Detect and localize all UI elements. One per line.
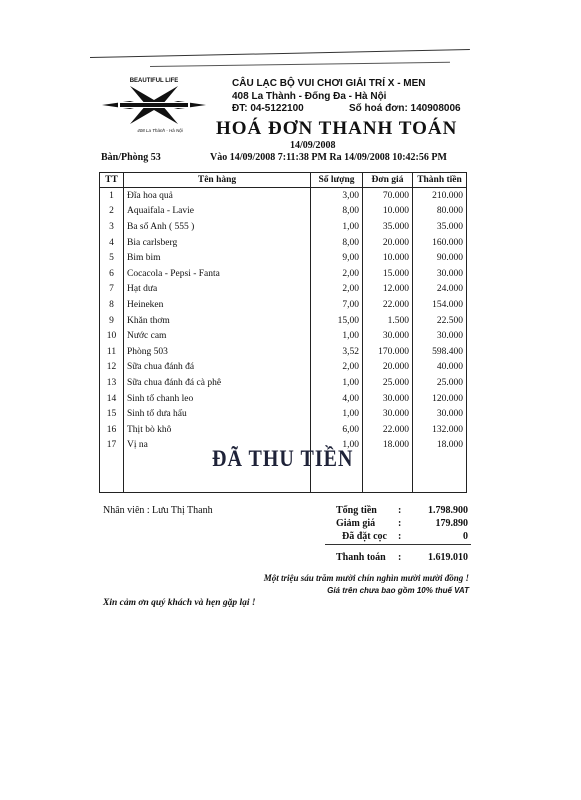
item-amount: 154.000 [413,297,467,313]
item-qty: 4,00 [311,391,363,407]
item-name: Aquaifala - Lavie [124,204,311,220]
item-unit-price: 1.500 [363,313,413,329]
item-unit-price: 10.000 [363,250,413,266]
item-amount: 30.000 [413,266,467,282]
table-row [100,313,467,329]
amount-in-words: Một triệu sáu trăm mười chín nghìn mười mười đồng ! [263,573,469,583]
table-room: Bàn/Phòng 53 [101,152,161,163]
item-amount: 35.000 [413,219,467,235]
item-qty: 2,00 [311,266,363,282]
item-index: 14 [100,391,124,407]
item-unit-price: 22.000 [363,422,413,438]
item-qty: 1,00 [311,328,363,344]
table-row [100,204,467,220]
staff-name: Lưu Thị Thanh [152,505,213,516]
item-unit-price: 25.000 [363,375,413,391]
payment-value: 1.619.010 [428,552,468,563]
item-qty: 15,00 [311,313,363,329]
item-unit-price: 35.000 [363,219,413,235]
item-qty: 3,00 [311,188,363,204]
item-qty: 2,00 [311,282,363,298]
item-index: 2 [100,204,124,220]
vat-note: Giá trên chưa bao gồm 10% thuế VAT [327,586,469,595]
item-name: Bim bim [124,250,311,266]
club-logo [100,72,208,138]
item-name: Bia carlsberg [124,235,311,251]
item-amount: 598.400 [413,344,467,360]
item-unit-price: 10.000 [363,204,413,220]
table-row [100,360,467,376]
item-amount: 132.000 [413,422,467,438]
item-amount: 25.000 [413,375,467,391]
item-index: 4 [100,235,124,251]
table-row [100,375,467,391]
discount-label: Giảm giá [336,518,376,529]
item-name: Khăn thơm [124,313,311,329]
item-name: Heineken [124,297,311,313]
logo-text: BEAUTIFUL LIFE [129,78,179,84]
item-name: Đĩa hoa quả [124,188,311,204]
col-header-item: Tên hàng [124,173,311,188]
item-unit-price: 170.000 [363,344,413,360]
item-index: 3 [100,219,124,235]
deposit-label: Đã đặt cọc [342,531,387,542]
item-qty: 7,00 [311,297,363,313]
table-row [100,328,467,344]
table-row [100,266,467,282]
item-amount: 210.000 [413,188,467,204]
item-unit-price: 30.000 [363,328,413,344]
item-name: Sữa chua đánh đá cà phê [124,375,311,391]
item-unit-price: 20.000 [363,235,413,251]
item-qty: 3,52 [311,344,363,360]
summary-separator [325,544,471,545]
item-name: Thịt bò khô [124,422,311,438]
total-colon: : [398,505,402,516]
table-row [100,422,467,438]
check-in-out-time: Vào 14/09/2008 7:11:38 PM Ra 14/09/2008 10:42:56 PM [210,152,447,163]
items-table [99,172,467,493]
table-row [100,188,467,204]
item-unit-price: 12.000 [363,282,413,298]
item-amount: 40.000 [413,360,467,376]
item-index: 16 [100,422,124,438]
invoice-date: 14/09/2008 [290,140,336,151]
deposit-colon: : [398,531,402,542]
item-amount: 160.000 [413,235,467,251]
total-label: Tổng tiền [336,505,377,516]
table-row [100,250,467,266]
total-value: 1.798.900 [428,505,468,516]
discount-colon: : [398,518,402,529]
item-amount: 18.000 [413,438,467,454]
table-row [100,297,467,313]
table-row [100,282,467,298]
item-unit-price: 30.000 [363,391,413,407]
item-index: 7 [100,282,124,298]
item-name: Sữa chua đánh đá [124,360,311,376]
scan-line-top-2 [150,62,450,67]
item-amount: 80.000 [413,204,467,220]
col-header-unit-price: Đơn giá [363,173,413,188]
item-index: 8 [100,297,124,313]
item-qty: 8,00 [311,204,363,220]
table-header-row [100,173,467,188]
item-name: Nước cam [124,328,311,344]
discount-value: 179.890 [435,518,468,529]
item-qty: 1,00 [311,375,363,391]
empty-cell [363,453,413,492]
empty-cell [413,453,467,492]
col-header-qty: Số lượng [311,173,363,188]
club-address: 408 La Thành - Đống Đa - Hà Nội [232,91,387,102]
table-row [100,406,467,422]
table-row [100,391,467,407]
invoice-number: Số hoá đơn: 140908006 [349,103,461,114]
item-qty: 8,00 [311,235,363,251]
item-unit-price: 15.000 [363,266,413,282]
payment-label: Thanh toán [336,552,386,563]
item-index: 5 [100,250,124,266]
item-qty: 1,00 [311,438,363,454]
item-amount: 30.000 [413,406,467,422]
item-index: 17 [100,438,124,454]
item-amount: 120.000 [413,391,467,407]
item-unit-price: 18.000 [363,438,413,454]
item-amount: 30.000 [413,328,467,344]
item-index: 11 [100,344,124,360]
invoice-title: HOÁ ĐƠN THANH TOÁN [216,118,458,139]
item-name: Sinh tố chanh leo [124,391,311,407]
item-name: Hạt dưa [124,282,311,298]
item-qty: 6,00 [311,422,363,438]
item-index: 12 [100,360,124,376]
deposit-value: 0 [463,531,468,542]
staff-label: Nhân viên : [103,505,150,516]
item-unit-price: 30.000 [363,406,413,422]
club-phone: ĐT: 04-5122100 [232,103,304,114]
scan-line-top [90,49,470,58]
item-index: 15 [100,406,124,422]
item-unit-price: 22.000 [363,297,413,313]
item-index: 1 [100,188,124,204]
item-qty: 1,00 [311,219,363,235]
item-qty: 9,00 [311,250,363,266]
item-name: Phòng 503 [124,344,311,360]
col-header-tt: TT [100,173,124,188]
item-index: 6 [100,266,124,282]
item-unit-price: 70.000 [363,188,413,204]
item-index: 13 [100,375,124,391]
item-name: Sinh tố dưa hấu [124,406,311,422]
item-index: 9 [100,313,124,329]
paid-stamp: ĐÃ THU TIỀN [212,446,354,472]
table-row [100,235,467,251]
item-amount: 90.000 [413,250,467,266]
item-qty: 1,00 [311,406,363,422]
table-row [100,219,467,235]
item-amount: 22.500 [413,313,467,329]
table-row [100,344,467,360]
thank-you-note: Xin cảm ơn quý khách và hẹn gặp lại ! [103,598,256,608]
logo-subtext: 408 La Thành - Hà Nội [137,128,183,133]
item-unit-price: 20.000 [363,360,413,376]
item-qty: 2,00 [311,360,363,376]
item-name: Vị na [124,438,311,454]
item-amount: 24.000 [413,282,467,298]
payment-colon: : [398,552,402,563]
empty-cell [100,453,124,492]
item-index: 10 [100,328,124,344]
club-name: CÂU LẠC BỘ VUI CHƠI GIẢI TRÍ X - MEN [232,78,426,89]
item-name: Cocacola - Pepsi - Fanta [124,266,311,282]
col-header-amount: Thành tiền [413,173,467,188]
item-name: Ba số Anh ( 555 ) [124,219,311,235]
